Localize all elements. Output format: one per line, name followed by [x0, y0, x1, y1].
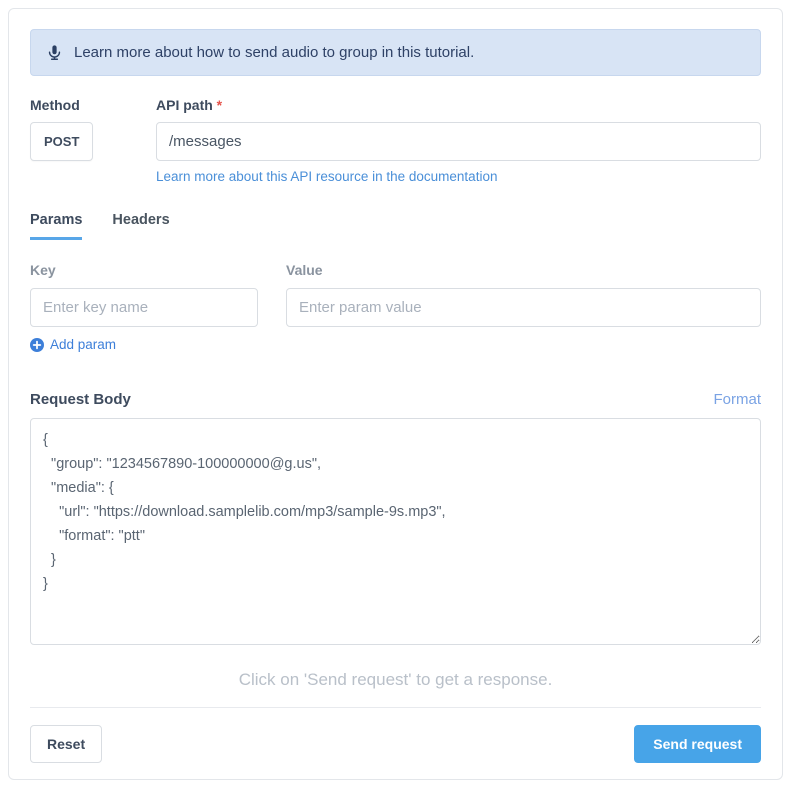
api-path-input[interactable] — [156, 122, 761, 161]
method-label: Method — [30, 97, 80, 113]
tab-headers[interactable]: Headers — [112, 212, 170, 228]
format-link[interactable]: Format — [713, 390, 761, 408]
api-path-label-text: API path — [156, 97, 213, 113]
api-path-label — [156, 97, 761, 113]
params-row — [30, 262, 761, 327]
add-param-label: Add param — [50, 337, 117, 352]
request-body-textarea[interactable] — [30, 418, 761, 645]
param-key-input[interactable] — [30, 288, 258, 327]
param-value-input[interactable] — [286, 288, 761, 327]
footer-bar — [30, 707, 761, 779]
reset-button[interactable]: Reset — [30, 725, 102, 763]
send-request-button[interactable]: Send request — [634, 725, 761, 763]
key-label: Key — [30, 262, 56, 278]
add-param-link[interactable] — [30, 337, 116, 352]
method-path-row — [30, 97, 761, 186]
api-tester-card — [8, 8, 783, 780]
request-body-label: Request Body — [30, 390, 131, 408]
value-label: Value — [286, 262, 323, 278]
request-body-header — [30, 391, 761, 408]
plus-circle-icon — [30, 338, 44, 352]
response-hint: Click on 'Send request' to get a response. — [238, 669, 553, 689]
api-doc-link[interactable]: Learn more about this API resource in the documentation — [156, 169, 498, 184]
microphone-icon — [46, 44, 63, 61]
request-tabs — [30, 212, 761, 240]
tutorial-banner — [30, 29, 761, 76]
required-asterisk: * — [216, 97, 223, 113]
tutorial-banner-text: Learn more about how to send audio to group in this tutorial. — [74, 44, 475, 61]
method-button[interactable]: POST — [30, 122, 93, 161]
tab-params[interactable]: Params — [30, 212, 82, 240]
